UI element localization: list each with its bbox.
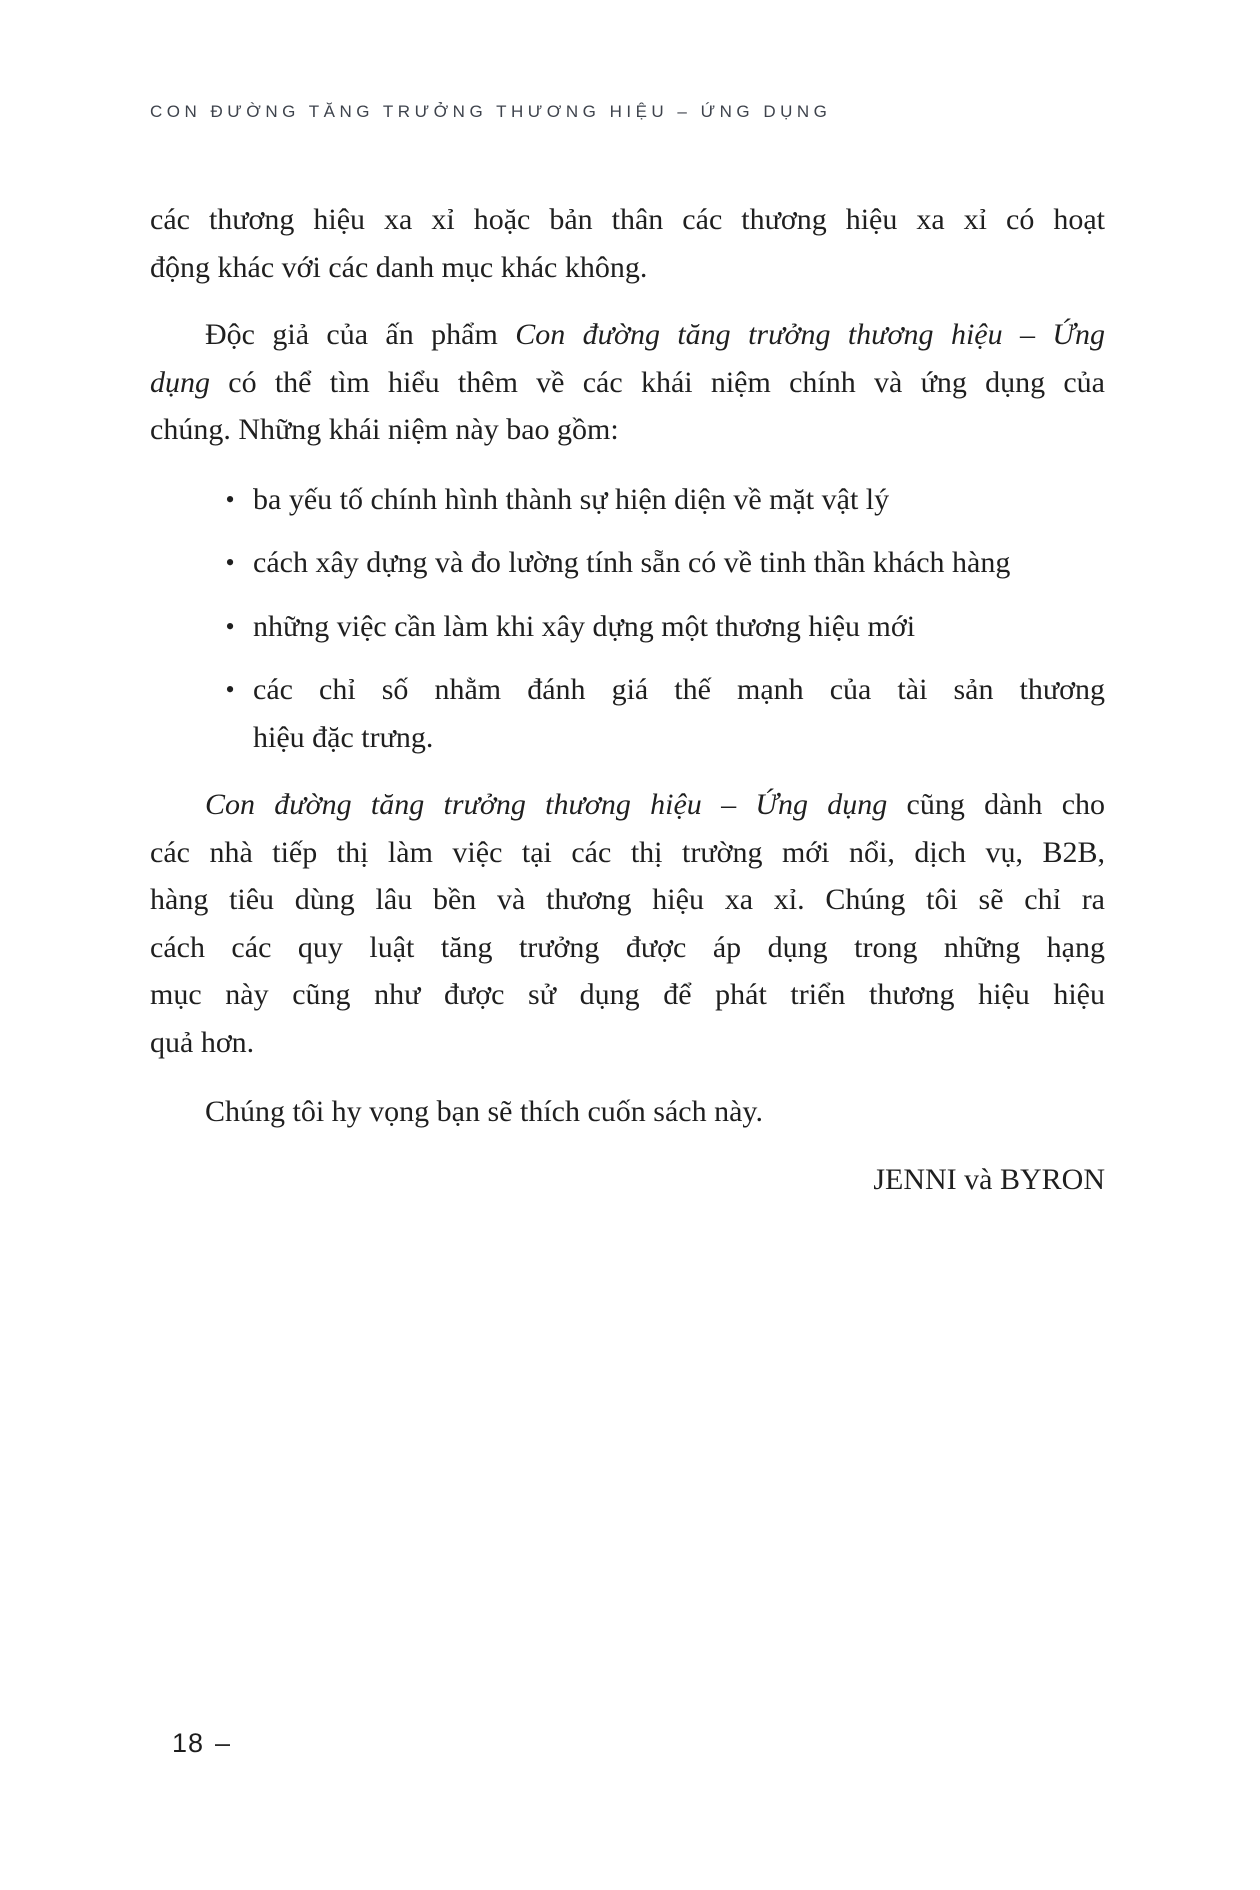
bullet-icon: •	[225, 484, 235, 514]
text-segment: những việc cần làm khi xây dựng một thương hiệu mới	[253, 609, 916, 643]
page-number	[172, 1728, 231, 1759]
text-line	[253, 666, 1105, 714]
text-line	[150, 359, 1105, 407]
text-segment: ba yếu tố chính hình thành sự hiện diện về mặt vật lý	[253, 482, 890, 516]
text-segment: mục này cũng như được sử dụng để phát triển thương hiệu hiệu	[150, 978, 1105, 1011]
text-segment: các nhà tiếp thị làm việc tại các thị trường mới nổi, dịch vụ, B2B,	[150, 835, 1105, 869]
bullet-item	[150, 603, 1105, 651]
text-segment: động khác với các danh mục khác không.	[150, 250, 648, 284]
paragraph	[150, 781, 1105, 1066]
book-title-italic: Con đường tăng trưởng thương hiệu – Ứng	[515, 318, 1105, 351]
book-title-italic: dụng	[150, 365, 210, 399]
text-segment: hàng tiêu dùng lâu bền và thương hiệu xa xỉ. Chúng tôi sẽ chỉ ra	[150, 883, 1105, 916]
text-line	[150, 971, 1105, 1019]
bullet-icon: •	[225, 548, 235, 577]
page-body	[150, 196, 1105, 1203]
text-segment: hiệu đặc trưng.	[253, 720, 434, 754]
text-segment: các chỉ số nhằm đánh giá thế mạnh của tài sản thương	[253, 673, 1105, 706]
bullet-icon: •	[225, 611, 235, 641]
text-line	[253, 603, 1105, 651]
text-segment: quả hơn.	[150, 1025, 255, 1059]
text-line	[150, 924, 1105, 972]
text-line	[150, 196, 1105, 244]
bullet-item	[150, 539, 1105, 587]
text-segment: có thể tìm hiểu thêm về các khái niệm chính và ứng dụng của	[210, 365, 1105, 399]
page-number-value: 18	[172, 1728, 205, 1758]
text-line	[150, 1156, 1105, 1204]
text-segment: cũng dành cho	[887, 788, 1106, 821]
page-number-dash: –	[215, 1728, 232, 1758]
bullet-list	[150, 476, 1105, 762]
text-line	[253, 476, 1105, 524]
authors-signature	[150, 1156, 1105, 1204]
bullet-icon: •	[225, 675, 235, 704]
text-line	[150, 876, 1105, 924]
text-line	[150, 1019, 1105, 1067]
text-line	[150, 829, 1105, 877]
text-segment: JENNI và BYRON	[873, 1162, 1105, 1196]
text-segment: chúng. Những khái niệm này bao gồm:	[150, 413, 619, 446]
text-segment: cách xây dựng và đo lường tính sẵn có về tinh thần khách hàng	[253, 546, 1011, 579]
book-title-italic: Con đường tăng trưởng thương hiệu – Ứng dụng	[205, 788, 888, 821]
paragraph	[150, 196, 1105, 291]
bullet-item	[150, 666, 1105, 761]
text-line	[150, 1088, 1105, 1136]
text-line	[253, 714, 1105, 762]
paragraph	[150, 311, 1105, 454]
paragraph	[150, 1088, 1105, 1136]
text-line	[150, 781, 1105, 829]
text-line	[150, 406, 1105, 454]
text-segment: cách các quy luật tăng trưởng được áp dụng trong những hạng	[150, 930, 1105, 964]
text-segment: Chúng tôi hy vọng bạn sẽ thích cuốn sách này.	[205, 1095, 763, 1128]
text-line	[150, 311, 1105, 359]
bullet-item	[150, 476, 1105, 524]
text-segment: các thương hiệu xa xỉ hoặc bản thân các thương hiệu xa xỉ có hoạt	[150, 203, 1105, 236]
text-line	[253, 539, 1105, 587]
text-segment: Độc giả của ấn phẩm	[205, 318, 516, 351]
text-line	[150, 244, 1105, 292]
running-header: CON ĐƯỜNG TĂNG TRƯỞNG THƯƠNG HIỆU – ỨNG DỤNG	[150, 102, 832, 121]
